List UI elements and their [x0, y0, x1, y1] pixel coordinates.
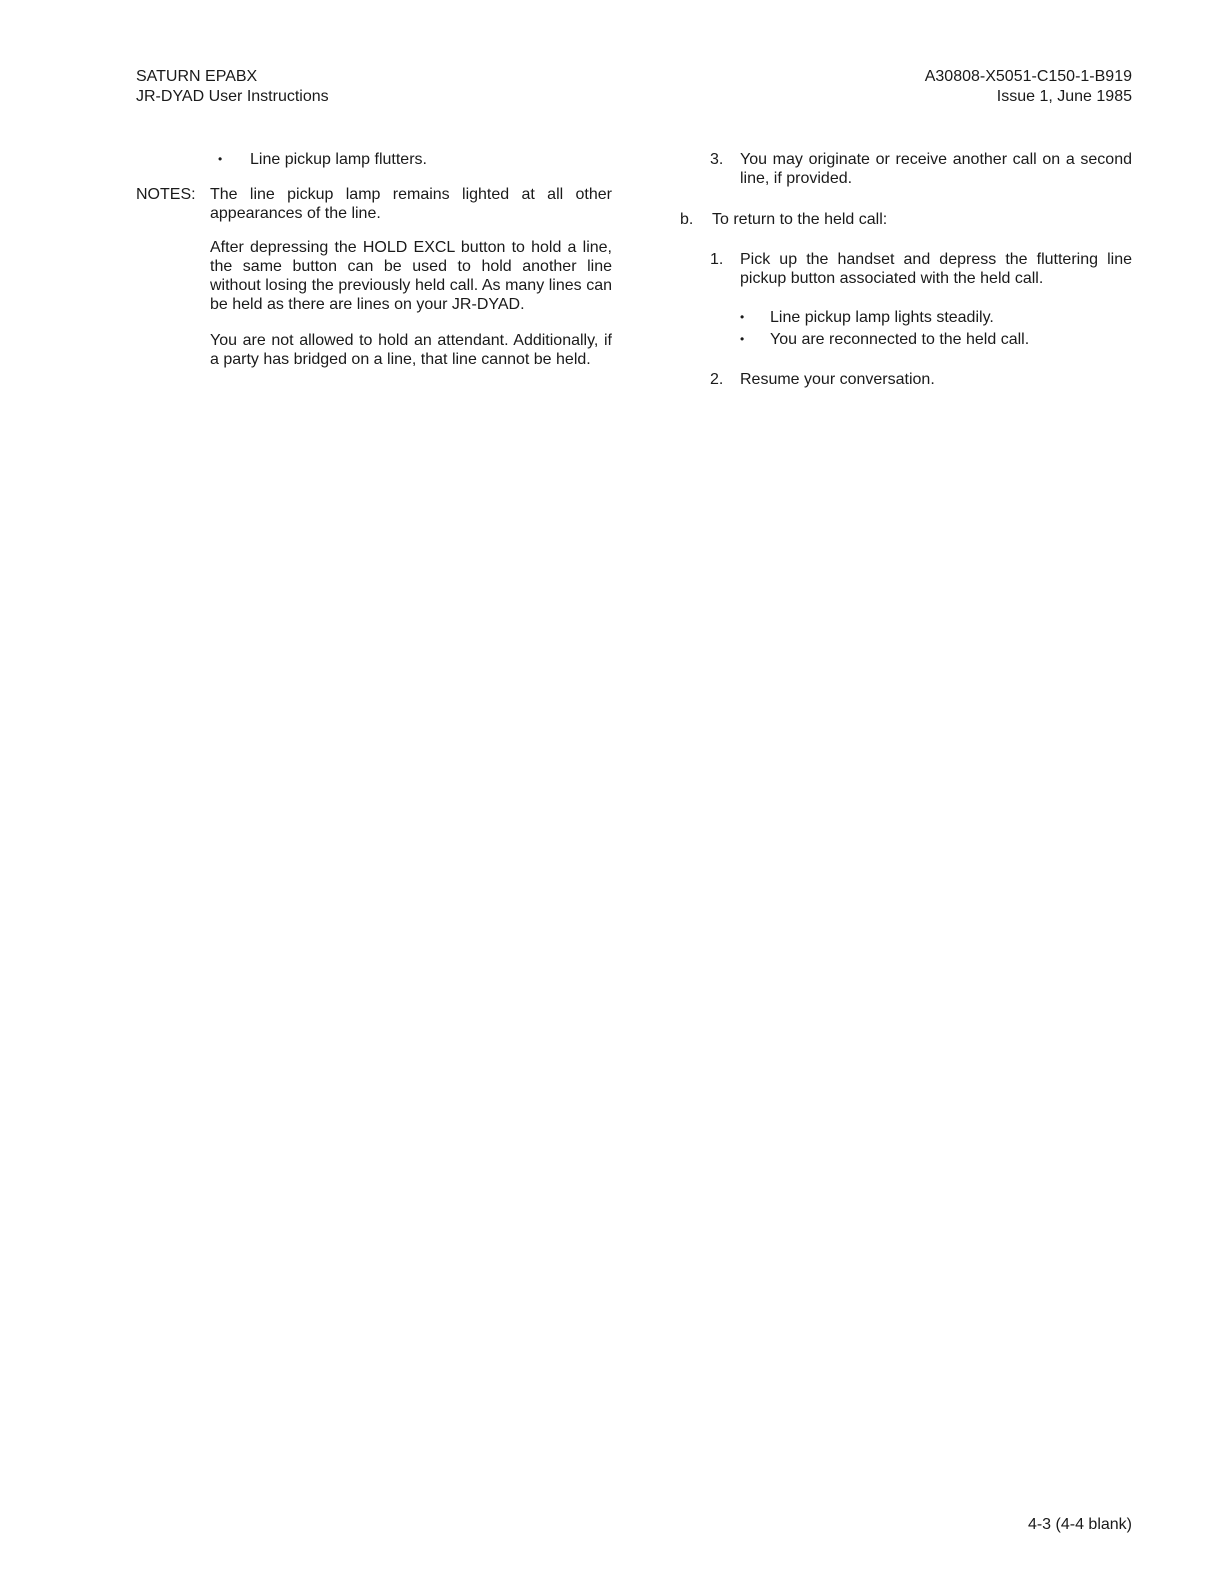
note-paragraph: The line pickup lamp remains lighted at all other appearances of the line.	[210, 186, 612, 222]
section-heading: To return to the held call:	[712, 211, 888, 228]
doc-title: SATURN EPABX	[136, 68, 258, 85]
section-label: b.	[680, 211, 694, 228]
list-item-text: You may originate or receive another call on a second line, if provided.	[740, 151, 1132, 187]
list-item	[218, 150, 427, 169]
bullet-text: Line pickup lamp flutters.	[250, 151, 427, 168]
doc-number: A30808-X5051-C150-1-B919	[924, 68, 1132, 85]
note-paragraph: After depressing the HOLD EXCL button to hold a line, the same button can be used to hold another line without losing the previously held call. As many lines can be held as there are lines on your JR-DYAD.	[210, 239, 612, 313]
doc-subtitle: JR-DYAD User Instructions	[136, 88, 329, 105]
issue-date: Issue 1, June 1985	[996, 88, 1132, 105]
list-number: 1.	[710, 251, 724, 268]
note-paragraph: You are not allowed to hold an attendant. Additionally, if a party has bridged on a line, that line cannot be held.	[210, 332, 612, 368]
notes-label: NOTES:	[136, 186, 196, 203]
list-item	[740, 330, 1029, 349]
list-item	[740, 308, 994, 327]
list-number: 3.	[710, 151, 724, 168]
list-item-text: Resume your conversation.	[740, 371, 935, 388]
bullet-icon: •	[740, 310, 745, 324]
bullet-icon: •	[740, 332, 745, 346]
list-number: 2.	[710, 371, 724, 388]
bullet-text: You are reconnected to the held call.	[770, 331, 1030, 348]
bullet-icon: •	[218, 152, 223, 166]
list-item-text: Pick up the handset and depress the fluttering line pickup button associated with the held call.	[740, 251, 1132, 287]
bullet-text: Line pickup lamp lights steadily.	[770, 309, 994, 326]
page-number: 4-3 (4-4 blank)	[1027, 1516, 1132, 1533]
